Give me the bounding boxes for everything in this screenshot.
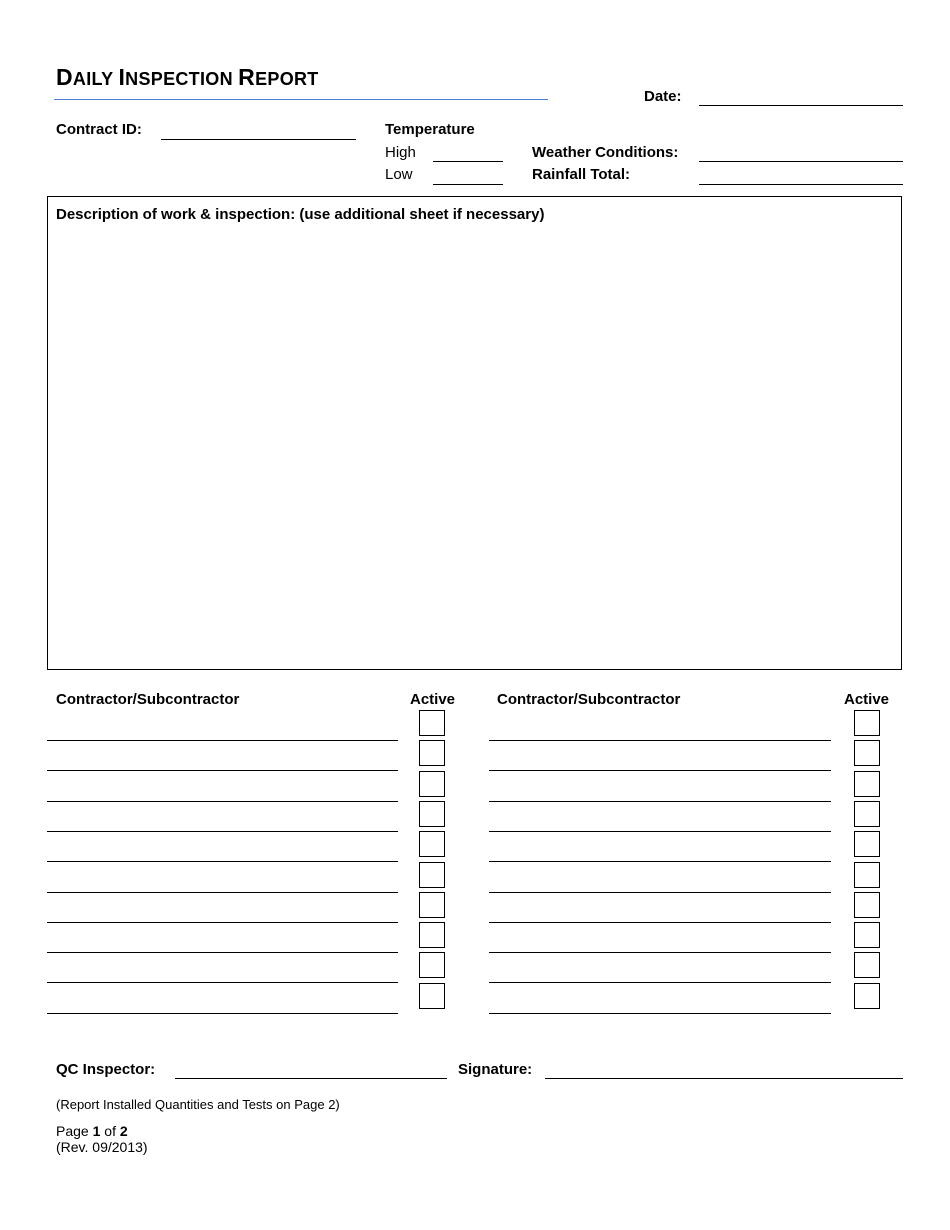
active-checkbox-right[interactable]: [854, 862, 880, 888]
signature-field[interactable]: [545, 1078, 903, 1079]
active-checkbox-right[interactable]: [854, 952, 880, 978]
active-checkbox-right[interactable]: [854, 710, 880, 736]
page-number: Page 1 of 2: [56, 1123, 128, 1139]
active-checkbox-right[interactable]: [854, 922, 880, 948]
contractor-line-right[interactable]: [489, 770, 831, 771]
active-checkbox-right[interactable]: [854, 831, 880, 857]
active-checkbox-left[interactable]: [419, 801, 445, 827]
active-checkbox-right[interactable]: [854, 801, 880, 827]
contractor-line-right[interactable]: [489, 740, 831, 741]
contractor-line-left[interactable]: [47, 861, 398, 862]
contractor-line-left[interactable]: [47, 801, 398, 802]
active-checkbox-left[interactable]: [419, 892, 445, 918]
rainfall-field[interactable]: [699, 184, 903, 185]
active-checkbox-left[interactable]: [419, 922, 445, 948]
contractor-line-left[interactable]: [47, 922, 398, 923]
contractor-line-left[interactable]: [47, 770, 398, 771]
revision-label: (Rev. 09/2013): [56, 1139, 148, 1155]
active-checkbox-left[interactable]: [419, 831, 445, 857]
active-checkbox-left[interactable]: [419, 952, 445, 978]
date-field[interactable]: [699, 105, 903, 106]
temperature-label: Temperature: [385, 121, 475, 138]
contractor-line-right[interactable]: [489, 861, 831, 862]
contractor-header-right: Contractor/Subcontractor: [497, 691, 681, 708]
qc-inspector-label: QC Inspector:: [56, 1061, 156, 1078]
contractor-line-right[interactable]: [489, 892, 831, 893]
active-checkbox-left[interactable]: [419, 983, 445, 1009]
contractor-line-right[interactable]: [489, 1013, 831, 1014]
contractor-line-left[interactable]: [47, 1013, 398, 1014]
qc-inspector-field[interactable]: [175, 1078, 447, 1079]
contractor-line-right[interactable]: [489, 801, 831, 802]
active-checkbox-right[interactable]: [854, 892, 880, 918]
date-label: Date:: [644, 88, 682, 105]
active-header-right: Active: [844, 691, 890, 708]
contractor-line-right[interactable]: [489, 982, 831, 983]
contract-id-field[interactable]: [161, 139, 356, 140]
contractor-line-left[interactable]: [47, 982, 398, 983]
contractor-header-left: Contractor/Subcontractor: [56, 691, 240, 708]
contractor-line-right[interactable]: [489, 952, 831, 953]
active-header-left: Active: [410, 691, 456, 708]
description-box[interactable]: [47, 196, 902, 670]
contractor-line-right[interactable]: [489, 831, 831, 832]
low-label: Low: [385, 166, 413, 183]
contract-id-label: Contract ID:: [56, 121, 142, 138]
active-checkbox-right[interactable]: [854, 983, 880, 1009]
active-checkbox-left[interactable]: [419, 771, 445, 797]
page-2-note: (Report Installed Quantities and Tests on Page 2): [56, 1097, 340, 1112]
high-temp-field[interactable]: [433, 161, 503, 162]
contractor-line-left[interactable]: [47, 740, 398, 741]
contractor-line-right[interactable]: [489, 922, 831, 923]
weather-label: Weather Conditions:: [532, 144, 679, 161]
active-checkbox-right[interactable]: [854, 740, 880, 766]
description-label: Description of work & inspection: (use additional sheet if necessary): [56, 206, 545, 223]
active-checkbox-left[interactable]: [419, 740, 445, 766]
page-title: DAILY INSPECTION REPORT: [56, 64, 319, 90]
low-temp-field[interactable]: [433, 184, 503, 185]
high-label: High: [385, 144, 416, 161]
contractor-line-left[interactable]: [47, 952, 398, 953]
weather-field[interactable]: [699, 161, 903, 162]
rainfall-label: Rainfall Total:: [532, 166, 631, 183]
active-checkbox-left[interactable]: [419, 710, 445, 736]
active-checkbox-right[interactable]: [854, 771, 880, 797]
contractor-line-left[interactable]: [47, 831, 398, 832]
title-underline: [54, 99, 548, 100]
active-checkbox-left[interactable]: [419, 862, 445, 888]
contractor-line-left[interactable]: [47, 892, 398, 893]
signature-label: Signature:: [458, 1061, 533, 1078]
